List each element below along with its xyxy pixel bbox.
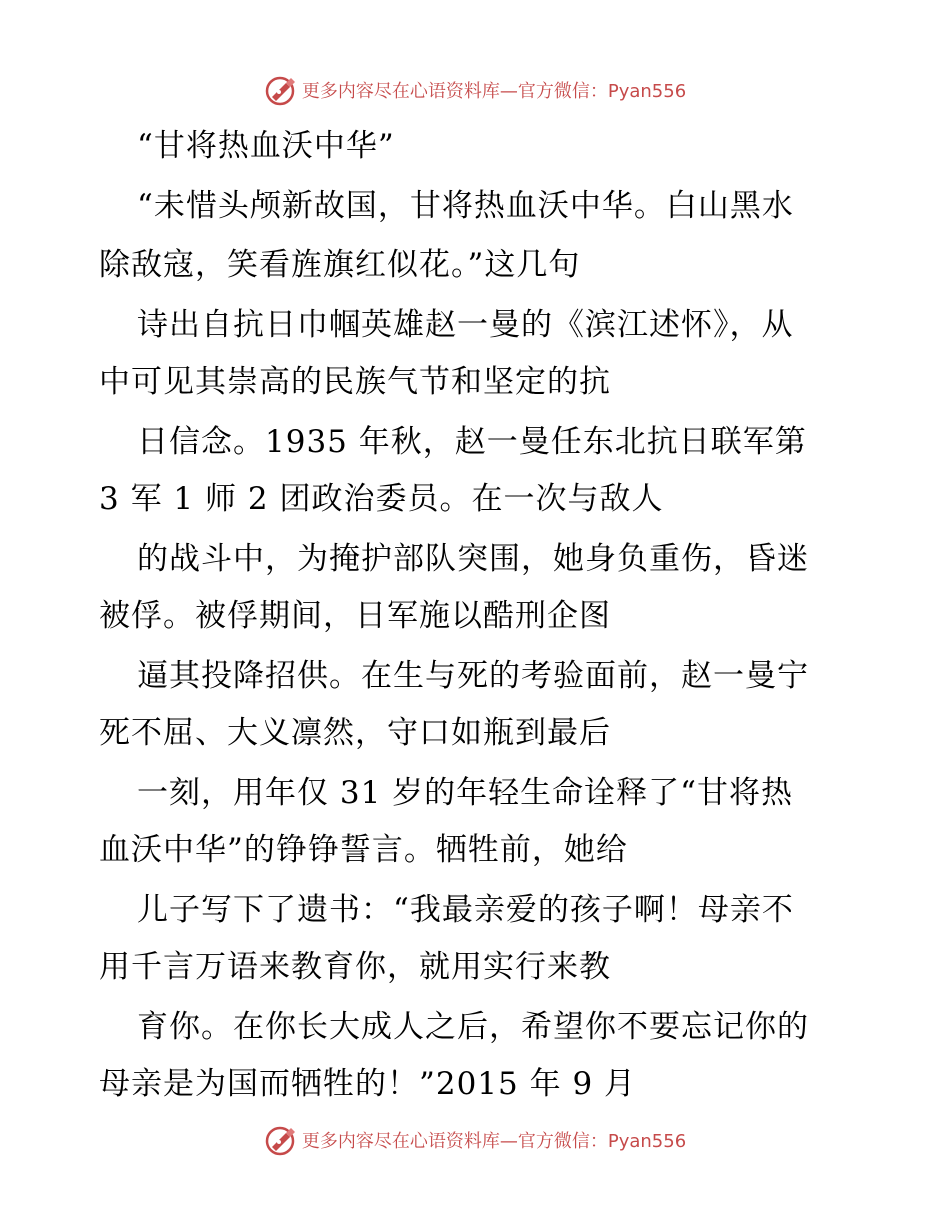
text-line: 中可见其崇高的民族气节和坚定的抗 xyxy=(99,364,611,400)
text-line: 被俘。被俘期间，日军施以酷刑企图 xyxy=(99,598,611,634)
text-line: 儿子写下了遗书：“我最亲爱的孩子啊！母亲不 xyxy=(137,892,794,928)
header-watermark-text: 更多内容尽在心语资料库—官方微信：Pyan556 xyxy=(301,81,687,102)
text-line: 母亲是为国而牺牲的！”2015 年 9 月 xyxy=(99,1066,637,1102)
text-line: 血沃中华”的铮铮誓言。牺牲前，她给 xyxy=(99,832,628,868)
text-line: 一刻，用年仅 31 岁的年轻生命诠释了“甘将热 xyxy=(137,775,794,811)
text-line: 用千言万语来教育你，就用实行来教 xyxy=(99,949,611,985)
text-line: “甘将热血沃中华” xyxy=(137,128,395,164)
text-line: 育你。在你长大成人之后，希望你不要忘记你的 xyxy=(137,1009,809,1045)
text-line: 的战斗中，为掩护部队突围，她身负重伤，昏迷 xyxy=(137,541,809,577)
text-line: 逼其投降招供。在生与死的考验面前，赵一曼宁 xyxy=(137,658,809,694)
text-line: 诗出自抗日巾帼英雄赵一曼的《滨江述怀》，从 xyxy=(137,307,794,343)
text-line: 死不屈、大义凛然，守口如瓶到最后 xyxy=(99,715,611,751)
text-line: “未惜头颅新故国，甘将热血沃中华。白山黑水 xyxy=(137,188,794,224)
pen-logo-icon xyxy=(264,1123,298,1157)
text-line: 3 军 1 师 2 团政治委员。在一次与敌人 xyxy=(99,481,664,517)
footer-watermark-text: 更多内容尽在心语资料库—官方微信：Pyan556 xyxy=(301,1131,687,1152)
footer-watermark xyxy=(0,1120,950,1160)
text-line: 日信念。1935 年秋，赵一曼任东北抗日联军第 xyxy=(137,424,807,460)
text-line: 除敌寇，笑看旌旗红似花。”这几句 xyxy=(99,247,581,283)
